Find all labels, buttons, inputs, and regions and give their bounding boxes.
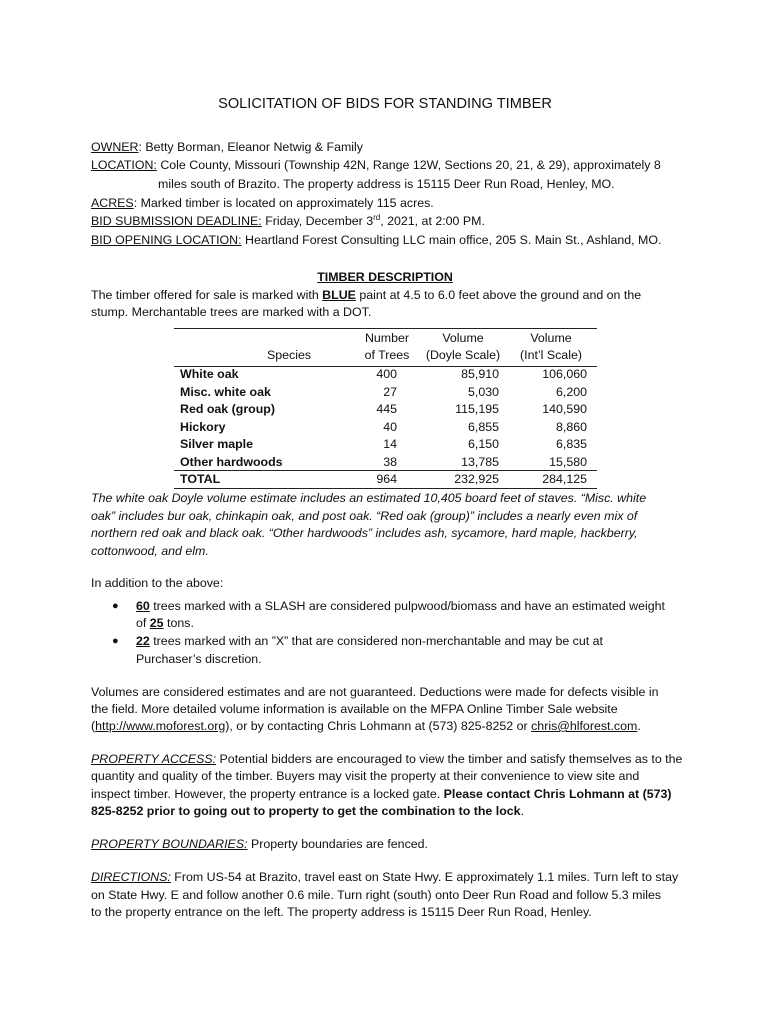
header-number-1: Number — [364, 331, 410, 345]
row-intl: 15,580 — [549, 454, 587, 469]
td-text-a: The timber offered for sale is marked with — [91, 288, 323, 302]
header-intl-1: Volume — [530, 331, 572, 345]
row-trees: 14 — [383, 437, 397, 451]
access-line-1 — [91, 751, 682, 769]
bullet-1-num: 60 — [136, 599, 150, 613]
boundaries-line — [91, 836, 428, 854]
row-intl: 6,200 — [555, 384, 587, 399]
timber-description-line-1 — [91, 287, 641, 305]
bid-deadline-label: BID SUBMISSION DEADLINE: — [91, 214, 262, 228]
bullet-2-text: trees marked with an ”X” that are considered non-merchantable and may be cut at — [149, 634, 603, 648]
bid-deadline-text-a: Friday, December 3 — [261, 214, 374, 228]
access-text-3-bold: Please contact Chris Lohmann at (573) — [443, 787, 672, 801]
row-intl: 106,060 — [542, 367, 587, 381]
table-note-line: northern red oak and black oak. “Other hardwoods” includes ash, sycamore, hard maple, hackberry, — [91, 526, 638, 540]
owner-line — [91, 139, 363, 157]
bullet-2-line-2: Purchaser’s discretion. — [136, 652, 262, 666]
volumes-3c: . — [637, 719, 641, 733]
bullet-dot-icon: ● — [112, 600, 119, 612]
bid-opening-text: Heartland Forest Consulting LLC main office, 205 S. Main St., Ashland, MO. — [241, 233, 662, 247]
access-text-4-bold: 825-8252 prior to going out to property to get the combination to the lock — [91, 804, 521, 818]
acres-line — [91, 195, 434, 213]
row-species: White oak — [180, 367, 239, 381]
location-label: LOCATION: — [91, 158, 157, 172]
access-line-4 — [91, 803, 524, 821]
addition-intro: In addition to the above: — [91, 576, 224, 590]
row-trees: 27 — [383, 384, 397, 399]
access-line-3 — [91, 786, 672, 804]
page-title: SOLICITATION OF BIDS FOR STANDING TIMBER — [218, 96, 552, 112]
bullet-1-text: trees marked with a SLASH are considered pulpwood/biomass and have an estimated weight — [149, 599, 665, 613]
bullet-dot-icon: ● — [112, 635, 119, 647]
row-doyle: 6,150 — [467, 437, 499, 451]
bullet-1-num-2: 25 — [149, 616, 164, 630]
row-species: Hickory — [180, 419, 226, 434]
row-doyle: 13,785 — [461, 454, 499, 469]
acres-label: ACRES — [91, 196, 134, 210]
row-doyle: 85,910 — [461, 367, 499, 381]
row-doyle: 6,855 — [467, 419, 499, 434]
directions-line-1 — [91, 869, 678, 887]
table-note-line: The white oak Doyle volume estimate includes an estimated 10,405 board feet of staves. “Misc. white — [91, 491, 647, 505]
bullet-1-line-1 — [136, 598, 665, 616]
access-text-4-end: . — [520, 804, 525, 818]
directions-line-3: to the property entrance on the left. The property address is 15115 Deer Run Road, Henley. — [91, 905, 592, 919]
owner-text: : Betty Borman, Eleanor Netwig & Family — [138, 140, 363, 154]
row-species: Misc. white oak — [180, 384, 271, 399]
access-text-1: Potential bidders are encouraged to view the timber and satisfy themselves as to the — [216, 752, 683, 766]
directions-line-2: on State Hwy. E and follow another 0.6 mile. Turn right (south) onto Deer Run Road and follow 5.3 miles — [91, 888, 662, 902]
row-doyle: 115,195 — [455, 402, 499, 416]
row-trees: 445 — [376, 402, 397, 416]
access-line-2: quantity and quality of the timber. Buyers may visit the property at their convenience to view site and — [91, 769, 640, 783]
bullet-2-num: 22 — [136, 634, 150, 648]
volumes-line-2: the field. More detailed volume information is available on the MFPA Online Timber Sale website — [91, 702, 618, 716]
total-doyle: 232,925 — [454, 472, 499, 486]
header-number-2: of Trees — [364, 348, 410, 362]
volumes-line-1: Volumes are considered estimates and are not guaranteed. Deductions were made for defects visible in — [91, 685, 659, 699]
total-intl: 284,125 — [542, 472, 587, 486]
bid-opening-line — [91, 232, 661, 250]
location-line — [91, 157, 661, 175]
td-blue: BLUE — [322, 288, 356, 302]
bullet-1-line-2 — [136, 615, 194, 633]
timber-description-line-2: stump. Merchantable trees are marked with a DOT. — [91, 305, 372, 319]
table-rule-top — [174, 328, 597, 329]
email-link[interactable]: chris@hlforest.com — [531, 719, 638, 733]
total-label: TOTAL — [180, 472, 221, 486]
header-intl-2: (Int’l Scale) — [520, 348, 582, 362]
row-intl: 6,835 — [555, 437, 587, 451]
moforest-link[interactable]: http://www.moforest.org — [95, 719, 226, 733]
row-intl: 8,860 — [555, 419, 587, 434]
row-species: Red oak (group) — [180, 402, 275, 416]
header-doyle-2: (Doyle Scale) — [425, 348, 501, 362]
timber-description-heading: TIMBER DESCRIPTION — [317, 270, 453, 284]
header-doyle-1: Volume — [442, 331, 484, 345]
owner-label: OWNER — [91, 140, 139, 154]
table-note-line: oak” includes bur oak, chinkapin oak, and post oak. “Red oak (group)” includes a nearly even mix of — [91, 509, 638, 523]
bullet-1-text-2a: of — [136, 616, 150, 630]
td-text-b: paint at 4.5 to 6.0 feet above the ground and on the — [355, 288, 642, 302]
bullet-1-text-2b: tons. — [163, 616, 194, 630]
location-text-2: miles south of Brazito. The property address is 15115 Deer Run Road, Henley, MO. — [158, 177, 615, 191]
row-species: Other hardwoods — [180, 454, 283, 469]
directions-label: DIRECTIONS: — [91, 870, 171, 884]
bid-deadline-text-b: , 2021, at 2:00 PM. — [380, 214, 485, 228]
volumes-3b: ), or by contacting Chris Lohmann at (573) 825-8252 or — [225, 719, 532, 733]
table-note-line: cottonwood, and elm. — [91, 544, 209, 558]
total-trees: 964 — [376, 472, 397, 486]
bid-opening-label: BID OPENING LOCATION: — [91, 233, 242, 247]
volumes-line-3 — [91, 718, 641, 736]
bullet-2-line-1 — [136, 633, 603, 651]
row-intl: 140,590 — [542, 402, 587, 416]
row-doyle: 5,030 — [467, 384, 499, 399]
row-trees: 40 — [383, 419, 397, 434]
row-trees: 38 — [383, 454, 397, 469]
access-text-3a: inspect timber. However, the property entrance is a locked gate. — [91, 787, 444, 801]
header-species: Species — [266, 348, 312, 362]
directions-text-1: From US-54 at Brazito, travel east on State Hwy. E approximately 1.1 miles. Turn left to stay — [170, 870, 679, 884]
acres-text: : Marked timber is located on approximately 115 acres. — [133, 196, 434, 210]
bid-deadline-line — [91, 213, 485, 231]
boundaries-label: PROPERTY BOUNDARIES: — [91, 837, 248, 851]
bid-deadline-sup: rd — [373, 212, 381, 222]
volumes-3a: ( — [91, 719, 96, 733]
boundaries-text: Property boundaries are fenced. — [247, 837, 428, 851]
table-rule-bottom — [174, 488, 597, 489]
access-label: PROPERTY ACCESS: — [91, 752, 217, 766]
row-trees: 400 — [376, 367, 397, 381]
location-text-1: Cole County, Missouri (Township 42N, Range 12W, Sections 20, 21, & 29), approximately 8 — [156, 158, 661, 172]
row-species: Silver maple — [180, 437, 254, 451]
